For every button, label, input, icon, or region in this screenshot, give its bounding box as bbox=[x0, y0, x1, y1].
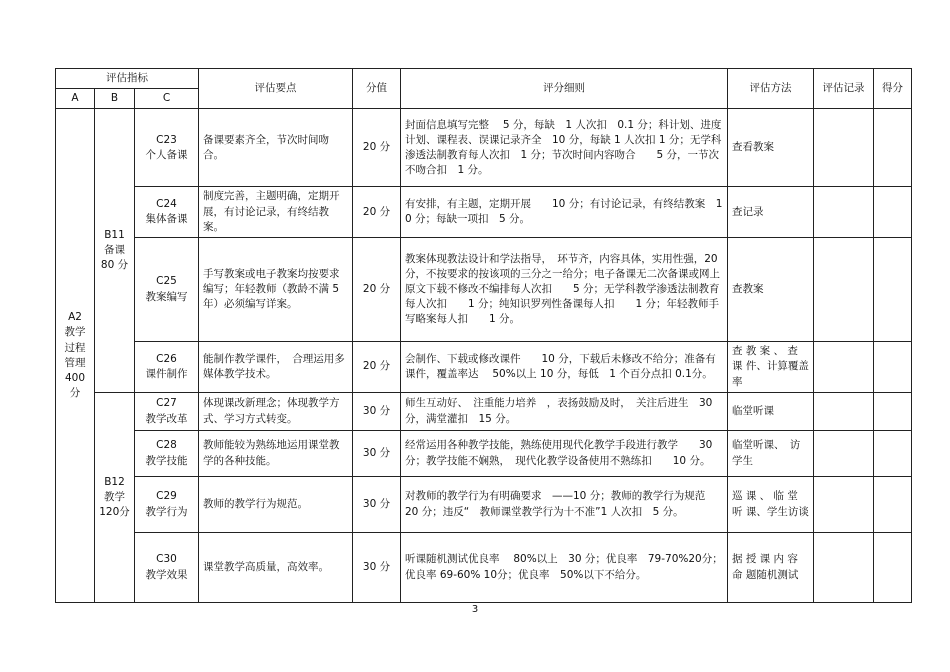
a2-cell: A2 教学 过程 管理 400 分 bbox=[56, 109, 95, 603]
record-cell bbox=[814, 431, 874, 477]
header-record: 评估记录 bbox=[814, 69, 874, 109]
value-cell: 30 分 bbox=[353, 431, 401, 477]
value-cell: 20 分 bbox=[353, 238, 401, 342]
record-cell bbox=[814, 477, 874, 533]
rules-cell: 会制作、下载或修改课件 10 分，下载后未修改不给分；准备有课件，覆盖率达 50%以上 10 分，每低 1 个百分点扣 0.1分。 bbox=[401, 342, 728, 393]
method-cell: 查看教案 bbox=[728, 109, 814, 187]
c-cell: C28 教学技能 bbox=[135, 431, 199, 477]
header-score: 得分 bbox=[874, 69, 912, 109]
points-cell: 制度完善，主题明确，定期开展，有讨论记录，有终结教案。 bbox=[199, 187, 353, 238]
record-cell bbox=[814, 393, 874, 431]
header-row-1 bbox=[56, 69, 912, 89]
header-points: 评估要点 bbox=[199, 69, 353, 109]
value-cell: 20 分 bbox=[353, 187, 401, 238]
evaluation-table bbox=[55, 68, 912, 603]
header-score-value: 分值 bbox=[353, 69, 401, 109]
points-cell: 教师能较为熟练地运用课堂教学的各种技能。 bbox=[199, 431, 353, 477]
table-row bbox=[56, 533, 912, 603]
record-cell bbox=[814, 187, 874, 238]
rules-cell: 教案体现教法设计和学法指导， 环节齐，内容具体，实用性强，20 分，不按要求的按该项的三分之一给分；电子备课无二次备课或网上原文下载不修改不编排每人次扣 5 分；无学科教学渗透法制教育每人次扣 1 分；纯知识罗列性备课每人扣 1 分；年轻教师手写略案每人扣 1 分。 bbox=[401, 238, 728, 342]
record-cell bbox=[814, 342, 874, 393]
score-cell bbox=[874, 238, 912, 342]
header-col-b: B bbox=[95, 89, 135, 109]
score-cell bbox=[874, 477, 912, 533]
header-group-label: 评估指标 bbox=[56, 69, 199, 89]
c-cell: C26 课件制作 bbox=[135, 342, 199, 393]
rules-cell: 听课随机测试优良率 80%以上 30 分；优良率 79-70%20分；优良率 69-60% 10分；优良率 50%以下不给分。 bbox=[401, 533, 728, 603]
points-cell: 教师的教学行为规范。 bbox=[199, 477, 353, 533]
header-method: 评估方法 bbox=[728, 69, 814, 109]
value-cell: 30 分 bbox=[353, 393, 401, 431]
value-cell: 20 分 bbox=[353, 342, 401, 393]
header-col-a: A bbox=[56, 89, 95, 109]
table-row bbox=[56, 187, 912, 238]
header-col-c: C bbox=[135, 89, 199, 109]
b12-cell: B12 教学 120分 bbox=[95, 393, 135, 603]
c-cell: C30 教学效果 bbox=[135, 533, 199, 603]
score-cell bbox=[874, 533, 912, 603]
points-cell: 体现课改新理念；体现教学方式、学习方式转变。 bbox=[199, 393, 353, 431]
rules-cell: 封面信息填写完整 5 分，每缺 1 人次扣 0.1 分；科计划、进度计划、课程表、误课记录齐全 10 分，每缺 1 人次扣 1 分；无学科渗透法制教育每人次扣 1 分；节次时间内容吻合 5 分，一节次不吻合扣 1 分。 bbox=[401, 109, 728, 187]
method-cell: 查记录 bbox=[728, 187, 814, 238]
rules-cell: 经常运用各种教学技能，熟练使用现代化教学手段进行教学 30 分；教学技能不娴熟， 现代化教学设备使用不熟练扣 10 分。 bbox=[401, 431, 728, 477]
points-cell: 备课要素齐全，节次时间吻合。 bbox=[199, 109, 353, 187]
score-cell bbox=[874, 393, 912, 431]
header-rules: 评分细则 bbox=[401, 69, 728, 109]
method-cell: 查教案 bbox=[728, 238, 814, 342]
record-cell bbox=[814, 533, 874, 603]
rules-cell: 有安排，有主题，定期开展 10 分；有讨论记录，有终结教案 10 分；每缺一项扣 5 分。 bbox=[401, 187, 728, 238]
points-cell: 手写教案或电子教案均按要求编写；年轻教师（教龄不满 5年）必须编写详案。 bbox=[199, 238, 353, 342]
table-row bbox=[56, 431, 912, 477]
score-cell bbox=[874, 342, 912, 393]
points-cell: 课堂教学高质量，高效率。 bbox=[199, 533, 353, 603]
value-cell: 30 分 bbox=[353, 533, 401, 603]
table-row bbox=[56, 342, 912, 393]
value-cell: 20 分 bbox=[353, 109, 401, 187]
table-row bbox=[56, 109, 912, 187]
table-row bbox=[56, 477, 912, 533]
c-cell: C24 集体备课 bbox=[135, 187, 199, 238]
b11-cell: B11 备课 80 分 bbox=[95, 109, 135, 393]
c-cell: C29 教学行为 bbox=[135, 477, 199, 533]
score-cell bbox=[874, 431, 912, 477]
method-cell: 临堂听课、 访学生 bbox=[728, 431, 814, 477]
c-cell: C23 个人备课 bbox=[135, 109, 199, 187]
value-cell: 30 分 bbox=[353, 477, 401, 533]
table-row bbox=[56, 393, 912, 431]
method-cell: 据 授 课 内 容 命 题随机测试 bbox=[728, 533, 814, 603]
table-row bbox=[56, 238, 912, 342]
score-cell bbox=[874, 109, 912, 187]
method-cell: 临堂听课 bbox=[728, 393, 814, 431]
method-cell: 查 教 案 、 查 课 件、计算覆盖率 bbox=[728, 342, 814, 393]
c-cell: C27 教学改革 bbox=[135, 393, 199, 431]
record-cell bbox=[814, 109, 874, 187]
score-cell bbox=[874, 187, 912, 238]
c-cell: C25 教案编写 bbox=[135, 238, 199, 342]
record-cell bbox=[814, 238, 874, 342]
rules-cell: 师生互动好、 注重能力培养 ，表扬鼓励及时， 关注后进生 30 分，满堂灌扣 15 分。 bbox=[401, 393, 728, 431]
rules-cell: 对教师的教学行为有明确要求 ——10 分；教师的教学行为规范 20 分；违反“ 教师课堂教学行为十不准”1 人次扣 5 分。 bbox=[401, 477, 728, 533]
method-cell: 巡 课 、 临 堂 听 课、学生访谈 bbox=[728, 477, 814, 533]
page-number: 3 bbox=[471, 604, 479, 615]
points-cell: 能制作教学课件， 合理运用多媒体教学技术。 bbox=[199, 342, 353, 393]
